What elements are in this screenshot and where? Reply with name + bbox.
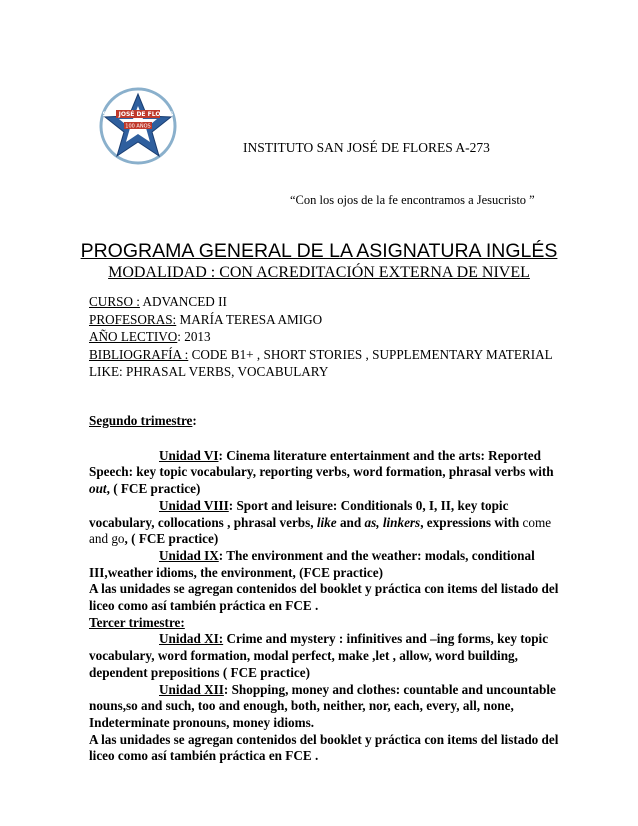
profesoras-label: PROFESORAS: [89,311,177,327]
unit-6-out: out [89,481,107,497]
ano-label: AÑO LECTIVO [89,329,178,344]
unit-8-and: and [336,514,365,530]
unit-8-come: come and go [89,514,552,547]
logo-top-text: SAN JOSÉ DE FLORES [102,111,174,118]
page-subtitle: MODALIDAD : CON ACREDITACIÓN EXTERNA DE NIVEL [108,264,530,281]
unit-11-text: Crime and mystery : infinitives and –ing forms, key topic vocabulary, word formation, modal perfect, make ,let , allow, word building, dependent prepositions ( FCE practice) [89,631,549,680]
tercer-heading: Tercer trimestre: [89,614,185,630]
segundo-note: A las unidades se agregan contenidos del booklet y práctica con items del listado del liceo como así también práctica en FCE . [89,581,559,614]
page-title: PROGRAMA GENERAL DE LA ASIGNATURA INGLÉS [80,240,558,262]
ano-value: : 2013 [177,329,211,344]
profesoras-value: MARÍA TERESA AMIGO [176,311,323,327]
unit-12-label: Unidad XII [159,681,224,697]
unit-9-text: : The environment and the weather: modals, conditional III,weather idioms, the environment, (FCE practice) [89,547,535,580]
ano-line [89,328,559,346]
unit-9-label: Unidad IX [159,547,219,563]
unit-11-label: Unidad XI: [159,631,224,647]
segundo-heading-colon: : [192,413,197,428]
logo-center-text: 100 AÑOS [125,123,151,130]
biblio-value: CODE B1+ , SHORT STORIES , SUPPLEMENTARY MATERIAL LIKE: PHRASAL VERBS, VOCABULARY [89,346,553,379]
unit-6 [89,448,559,498]
unit-8-label: Unidad VIII [159,497,229,513]
school-logo [98,86,178,166]
unit-8-end: , ( FCE practice) [124,531,219,547]
program-content [89,413,559,765]
spacer [89,430,559,448]
motto: “Con los ojos de la fe encontramos a Jesucristo ” [290,193,535,207]
unit-8 [89,498,559,548]
unit-6-label: Unidad VI [159,447,219,463]
profesoras-line [89,311,559,329]
unit-8-exp: , expressions with [420,514,520,530]
curso-line [89,293,559,311]
unit-12 [89,682,559,732]
unit-12-text: : Shopping, money and clothes: countable and uncountable nouns,so and such, too and enough, both, neither, nor, each, every, all, none, Indeterminate pronouns, money idioms. [89,681,556,730]
segundo-heading [89,413,559,430]
unit-9 [89,548,559,581]
biblio-label: BIBLIOGRAFÍA : [89,346,189,362]
unit-6-text: : Cinema literature entertainment and the arts: Reported Speech: key topic vocabulary, reporting verbs, word formation, phrasal verbs with [89,447,554,480]
curso-label: CURSO : [89,294,140,309]
curso-value: ADVANCED II [139,294,227,309]
unit-8-like: like [316,514,337,530]
institution-name: INSTITUTO SAN JOSÉ DE FLORES A-273 [243,140,490,155]
segundo-heading-text: Segundo trimestre [89,413,193,428]
unit-8-as: as, linkers [364,514,421,530]
tercer-note: A las unidades se agregan contenidos del booklet y práctica con items del listado del liceo como así también práctica en FCE . [89,731,559,764]
unit-8-text: : Sport and leisure: Conditionals 0, I, II, key topic vocabulary, collocations , phrasal verbs, [89,497,509,530]
unit-11 [89,631,559,681]
unit-6-end: , ( FCE practice) [106,481,201,497]
biblio-line [89,346,559,381]
course-info [89,293,559,381]
